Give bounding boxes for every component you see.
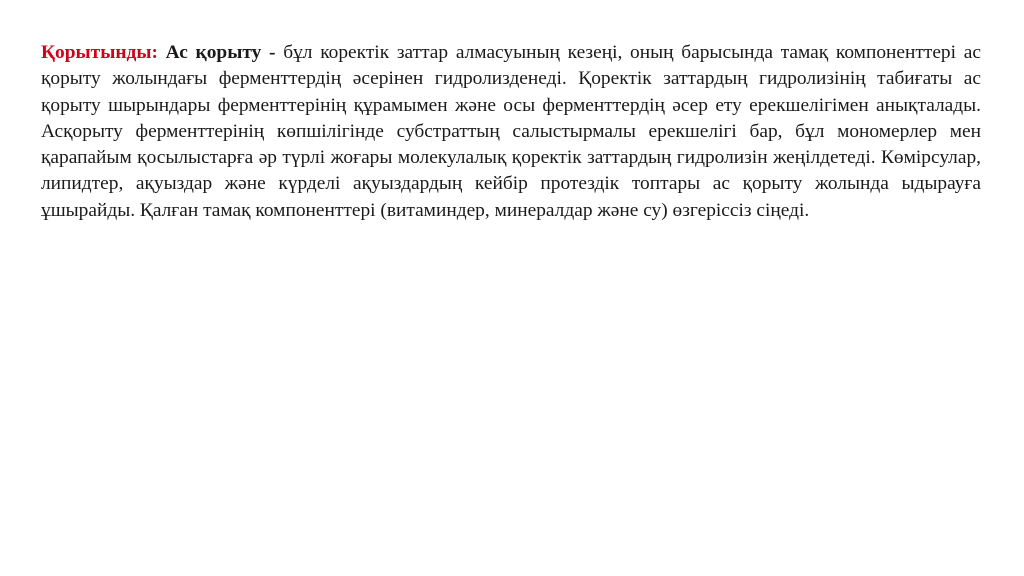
term-heading: Ас қорыту - bbox=[165, 42, 276, 63]
conclusion-paragraph bbox=[41, 40, 981, 224]
body-text: бұл коректік заттар алмасуының кезеңі, оның барысында тамақ компоненттері ас қорыту жолындағы ферменттердің әсерінен гидролизденеді. Қоректік заттардың гидролизінің табиғаты ас қорыту шырындары ферменттерінің құрамымен және осы ферменттердің әсер ету ерекшелігімен анықталады. Асқорыту ферменттерінің көпшілігінде субстраттың салыстырмалы ерекшелігі бар, бұл мономерлер мен қарапайым қосылыстарға әр түрлі жоғары молекулалық қоректік заттардың гидролизін жеңілдетеді. Көмірсулар, липидтер, ақуыздар және күрделі ақуыздардың кейбір протездік топтары ас қорыту жолында ыдырауға ұшырайды. Қалған тамақ компоненттері (витаминдер, минералдар және су) өзгеріссіз сіңеді. bbox=[41, 42, 981, 221]
conclusion-label: Қорытынды: bbox=[41, 42, 158, 63]
